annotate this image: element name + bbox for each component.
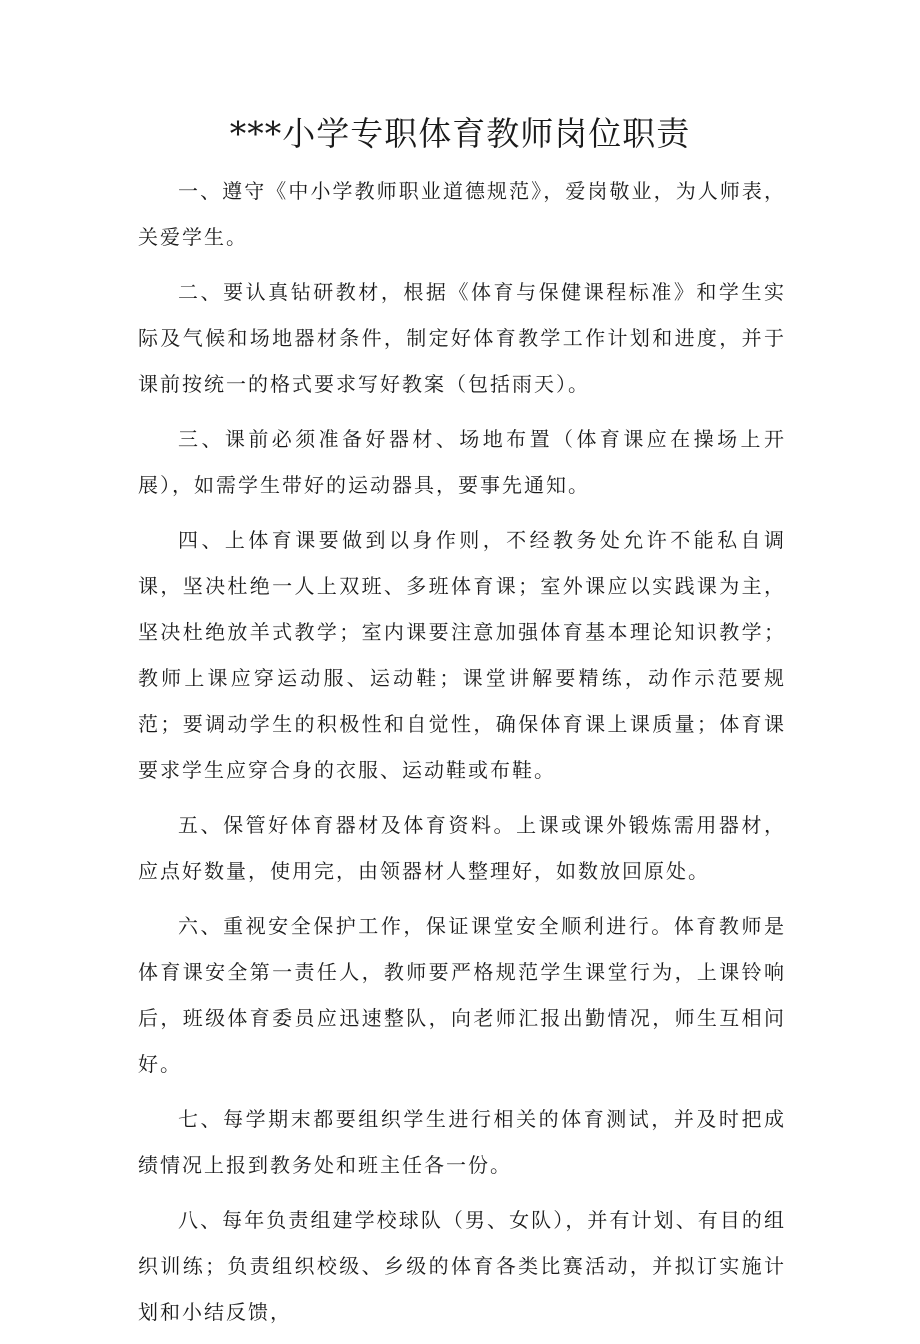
paragraph-2: 二、要认真钻研教材，根据《体育与保健课程标准》和学生实际及气候和场地器材条件，制定好体育教学工作计划和进度，并于课前按统一的格式要求写好教案（包括雨天）。 xyxy=(138,280,786,396)
paragraph-5: 五、保管好体育器材及体育资料。上课或课外锻炼需用器材，应点好数量，使用完，由领器材人整理好，如数放回原处。 xyxy=(138,813,786,883)
paragraph-7: 七、每学期末都要组织学生进行相关的体育测试，并及时把成绩情况上报到教务处和班主任各一份。 xyxy=(138,1107,786,1177)
paragraph-6: 六、重视安全保护工作，保证课堂安全顺利进行。体育教师是体育课安全第一责任人，教师要严格规范学生课堂行为，上课铃响后，班级体育委员应迅速整队，向老师汇报出勤情况，师生互相问好。 xyxy=(138,914,786,1076)
paragraph-8: 八、每年负责组建学校球队（男、女队），并有计划、有目的组织训练；负责组织校级、乡级的体育各类比赛活动，并拟订实施计划和小结反馈， xyxy=(138,1208,786,1324)
paragraph-3: 三、课前必须准备好器材、场地布置（体育课应在操场上开展），如需学生带好的运动器具，要事先通知。 xyxy=(138,427,786,497)
paragraph-1: 一、遵守《中小学教师职业道德规范》，爱岗敬业，为人师表，关爱学生。 xyxy=(138,179,786,249)
document-body xyxy=(138,168,786,1344)
paragraph-4: 四、上体育课要做到以身作则，不经教务处允许不能私自调课，坚决杜绝一人上双班、多班体育课；室外课应以实践课为主，坚决杜绝放羊式教学；室内课要注意加强体育基本理论知识教学；教师上课应穿运动服、运动鞋；课堂讲解要精练，动作示范要规范；要调动学生的积极性和自觉性，确保体育课上课质量；体育课要求学生应穿合身的衣服、运动鞋或布鞋。 xyxy=(138,528,786,782)
page-title: ***小学专职体育教师岗位职责 xyxy=(229,114,691,153)
